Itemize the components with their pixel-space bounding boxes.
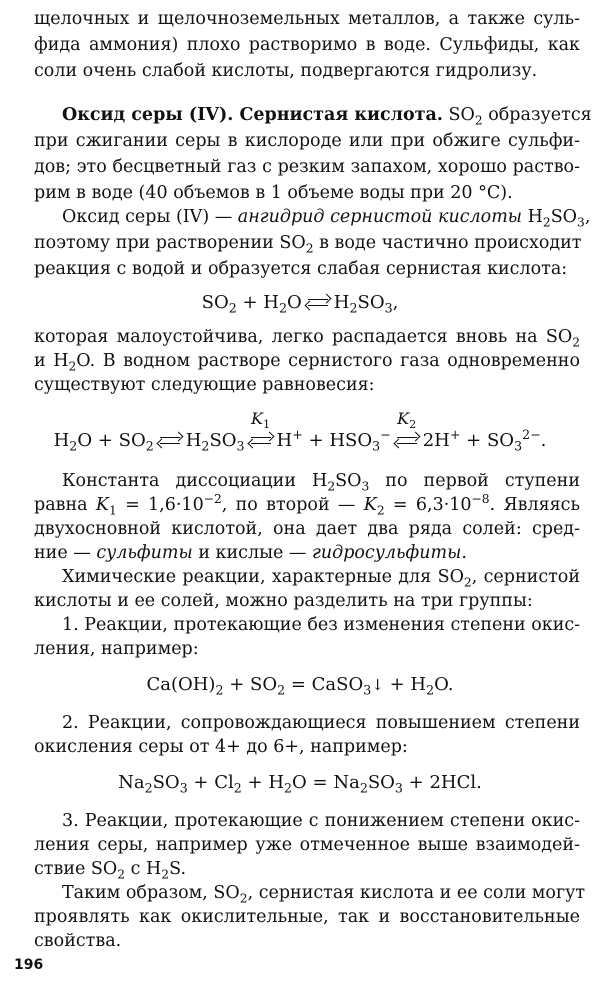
equilibrium-arrow-icon (395, 434, 419, 448)
text-line: реакция с водой и образуется слабая сернистая кислота: (34, 259, 568, 279)
text-line: Таким образом, $SO_2$, сернистая кислота и ее соли могут (62, 883, 586, 906)
text-line: соли очень слабой кислоты, подвергаются гидролизу. (34, 61, 538, 81)
equation-na2so3: $Na_2SO_3 + Cl_2 + H_2O = Na_2SO_3 + 2HCl$. (118, 772, 482, 796)
text-line: Химические реакции, характерные для $SO_2$, сернистой (62, 567, 581, 590)
equilibrium-arrow-icon (158, 434, 182, 448)
text-line: щелочных и щелочноземельных металлов, а также суль- (34, 9, 580, 29)
text-line: проявлять как окислительные, так и восстановительные (34, 907, 580, 927)
section-heading: Оксид серы (IV). Сернистая кислота. (62, 105, 443, 125)
precipitate-arrow-icon: ↓ (371, 676, 384, 694)
text-line: ления, например: (34, 639, 199, 659)
formula-so2: $SO_2$ (448, 105, 483, 128)
term-sulfites: сульфиты (96, 543, 193, 563)
section-heading-line: Оксид серы (IV). Сернистая кислота. $SO_2$ образуется (62, 105, 592, 128)
text-line: двухосновной кислотой, она дает два ряда солей: сред- (34, 519, 580, 539)
text-line: Оксид серы (IV) — ангидрид сернистой кислоты $H_2SO_3$, (62, 207, 591, 230)
term-hydrosulfites: гидросульфиты (311, 543, 462, 563)
text-line: которая малоустойчива, легко распадается вновь на $SO_2$ (34, 327, 580, 350)
page-number: 196 (14, 957, 44, 973)
text-line: фида аммония) плохо растворимо в воде. Сульфиды, как (34, 35, 580, 55)
text-line: рим в воде (40 объемов в 1 объеме воды при 20 °С). (34, 183, 513, 203)
text-line: поэтому при растворении $SO_2$ в воде частично происходит (34, 233, 582, 256)
text-line: равна $K_1 = 1,6\cdot 10^{-2}$, по второй — $K_2 = 6,3\cdot 10^{-8}$. Являясь (34, 492, 580, 518)
k2-arrow (391, 409, 423, 452)
text-line: ние — сульфиты и кислые — гидросульфиты. (34, 543, 467, 563)
equilibrium-arrow-icon (306, 296, 330, 310)
text-line: кислоты и ее солей, можно разделить на три группы: (34, 591, 533, 611)
text-line: при сжигании серы в кислороде или при обжиге сульфи- (34, 131, 580, 151)
text-line: свойства. (34, 931, 122, 951)
equation-so2-h2o: $SO_2 + H_2O$ $H_2SO_3$, (201, 292, 399, 316)
formula-h2so3: $H_2SO_3$, (527, 207, 591, 230)
text-line: дов; это бесцветный газ с резким запахом, хорошо раство- (34, 157, 580, 177)
k1-arrow (245, 409, 277, 452)
text-line: Константа диссоциации $H_2SO_3$ по первой ступени (62, 471, 580, 494)
text-line: 1. Реакции, протекающие без изменения степени окис- (62, 615, 581, 635)
equilibrium-arrow-icon (249, 434, 273, 448)
text-line: окисления серы от 4+ до 6+, например: (34, 737, 408, 757)
text-line: 3. Реакции, протекающие с понижением степени окис- (62, 811, 580, 831)
text-line: и $H_2O$. В водном растворе сернистого газа одновременно (34, 351, 580, 374)
text-line: ления серы, например уже отмеченное выше взаимодей- (34, 835, 580, 855)
text-line: 2. Реакции, сопровождающиеся повышением степени (62, 713, 580, 733)
k2-label: $K_2$ (397, 409, 417, 432)
text-line: ствие $SO_2$ с $H_2S$. (34, 859, 187, 882)
equation-caoh2: $Ca(OH)_2 + SO_2$ = CaSO$_3$↓ + $H_2O$. (146, 674, 454, 698)
equation-equilibria: $H_2O + SO_2$ $H_2SO_3$ $K_1$ $H^+ + HSO_3^-$ $K_2$ $2H^+ + SO_3^{2-}$. (53, 409, 547, 454)
k1-label: $K_1$ (251, 409, 271, 432)
term-anhydride: ангидрид сернистой кислоты (237, 207, 523, 227)
text-line: существуют следующие равновесия: (34, 375, 375, 395)
